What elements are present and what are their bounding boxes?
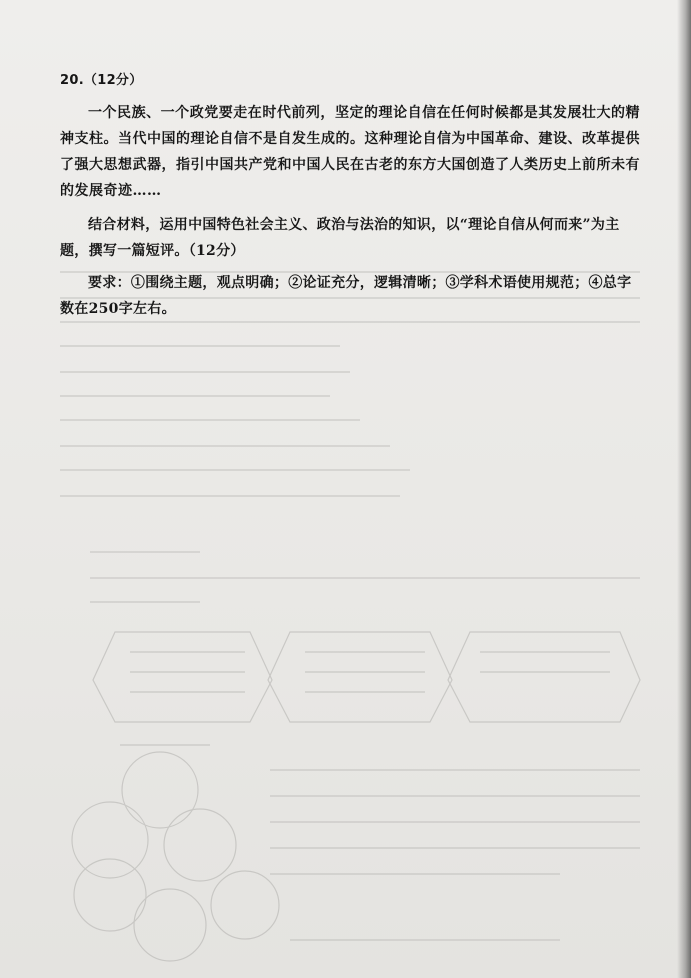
page-edge-shadow [677, 0, 691, 978]
question-block [60, 70, 640, 322]
requirements-paragraph: 要求：①围绕主题，观点明确；②论证充分，逻辑清晰；③学科术语使用规范；④总字数在250字左右。 [60, 275, 632, 317]
material-paragraph: 一个民族、一个政党要走在时代前列，坚定的理论自信在任何时候都是其发展壮大的精神支柱。当代中国的理论自信不是自发生成的。这种理论自信为中国革命、建设、改革提供了强大思想武器，指引中国共产党和中国人民在古老的东方大国创造了人类历史上前所未有的发展奇迹…… [60, 105, 640, 199]
question-number: 20.（12分） [60, 73, 143, 88]
task-paragraph: 结合材料，运用中国特色社会主义、政治与法治的知识，以“理论自信从何而来”为主题，撰写一篇短评。（12分） [60, 217, 620, 259]
